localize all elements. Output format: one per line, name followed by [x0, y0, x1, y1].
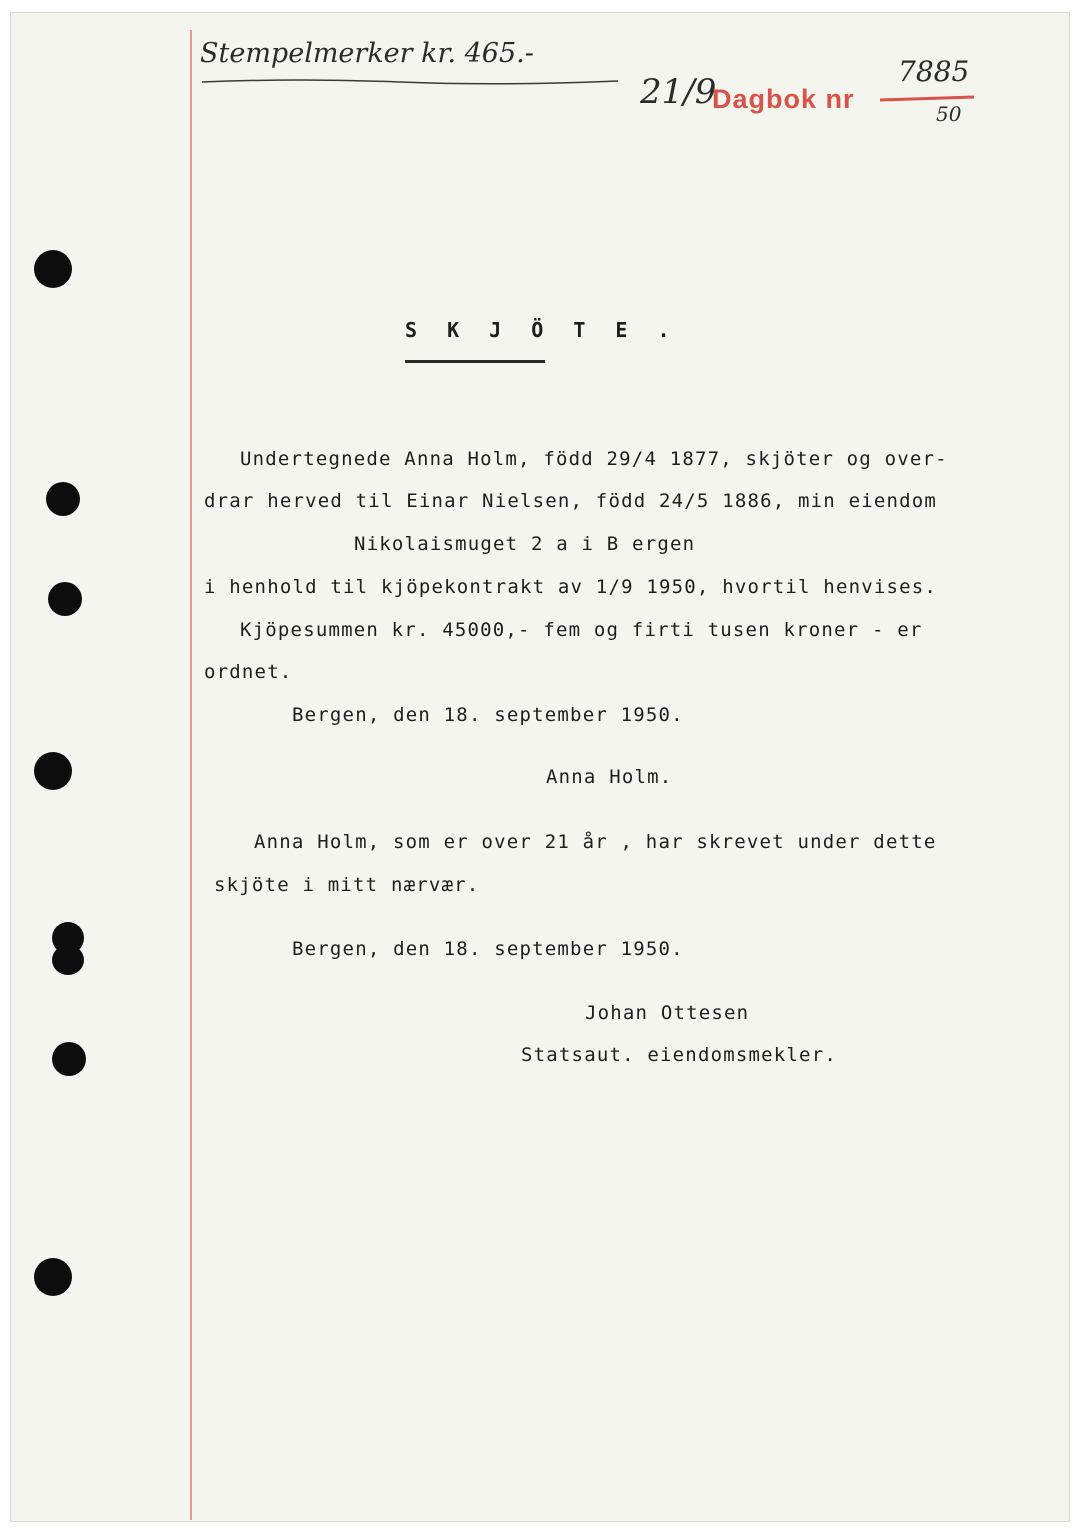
- register-stamp: Dagbok nr: [712, 84, 855, 114]
- binder-hole: [48, 582, 82, 616]
- margin-rule: [190, 30, 192, 1520]
- stamp-fee-underline: [200, 76, 620, 88]
- witness-statement: Anna Holm, som er over 21 år , har skrevet under dette: [254, 831, 937, 853]
- binder-hole: [34, 250, 72, 288]
- register-number: 7885: [898, 55, 970, 88]
- body-line: Undertegnede Anna Holm, född 29/4 1877, skjöter og over-: [240, 448, 948, 470]
- stamp-fee-note: Stempelmerker kr. 465.-: [200, 38, 534, 69]
- title-underline: [405, 360, 545, 363]
- document-page: [10, 12, 1070, 1522]
- seller-signature: Anna Holm.: [546, 766, 673, 788]
- binder-hole: [34, 752, 72, 790]
- body-line: Kjöpesummen kr. 45000,- fem og firti tusen kroner - er: [240, 619, 923, 641]
- witness-statement: skjöte i mitt nærvær.: [214, 874, 480, 896]
- witness-name: Johan Ottesen: [585, 1002, 750, 1024]
- binder-hole: [34, 1258, 72, 1296]
- body-line: i henhold til kjöpekontrakt av 1/9 1950, hvortil henvises.: [204, 576, 938, 598]
- place-date: Bergen, den 18. september 1950.: [292, 938, 684, 960]
- body-line: ordnet.: [204, 661, 293, 683]
- binder-hole: [52, 945, 84, 975]
- body-line: drar herved til Einar Nielsen, född 24/5 1886, min eiendom: [204, 490, 938, 512]
- binder-hole: [46, 482, 80, 516]
- date-note: 21/9: [640, 72, 717, 112]
- register-fraction-line: [878, 94, 978, 104]
- binder-hole: [52, 1042, 86, 1076]
- register-year: 50: [936, 102, 962, 126]
- property-address: Nikolaismuget 2 a i B ergen: [354, 533, 696, 555]
- place-date: Bergen, den 18. september 1950.: [292, 704, 684, 726]
- witness-title: Statsaut. eiendomsmekler.: [521, 1044, 837, 1066]
- document-title: S K J Ö T E .: [405, 318, 679, 342]
